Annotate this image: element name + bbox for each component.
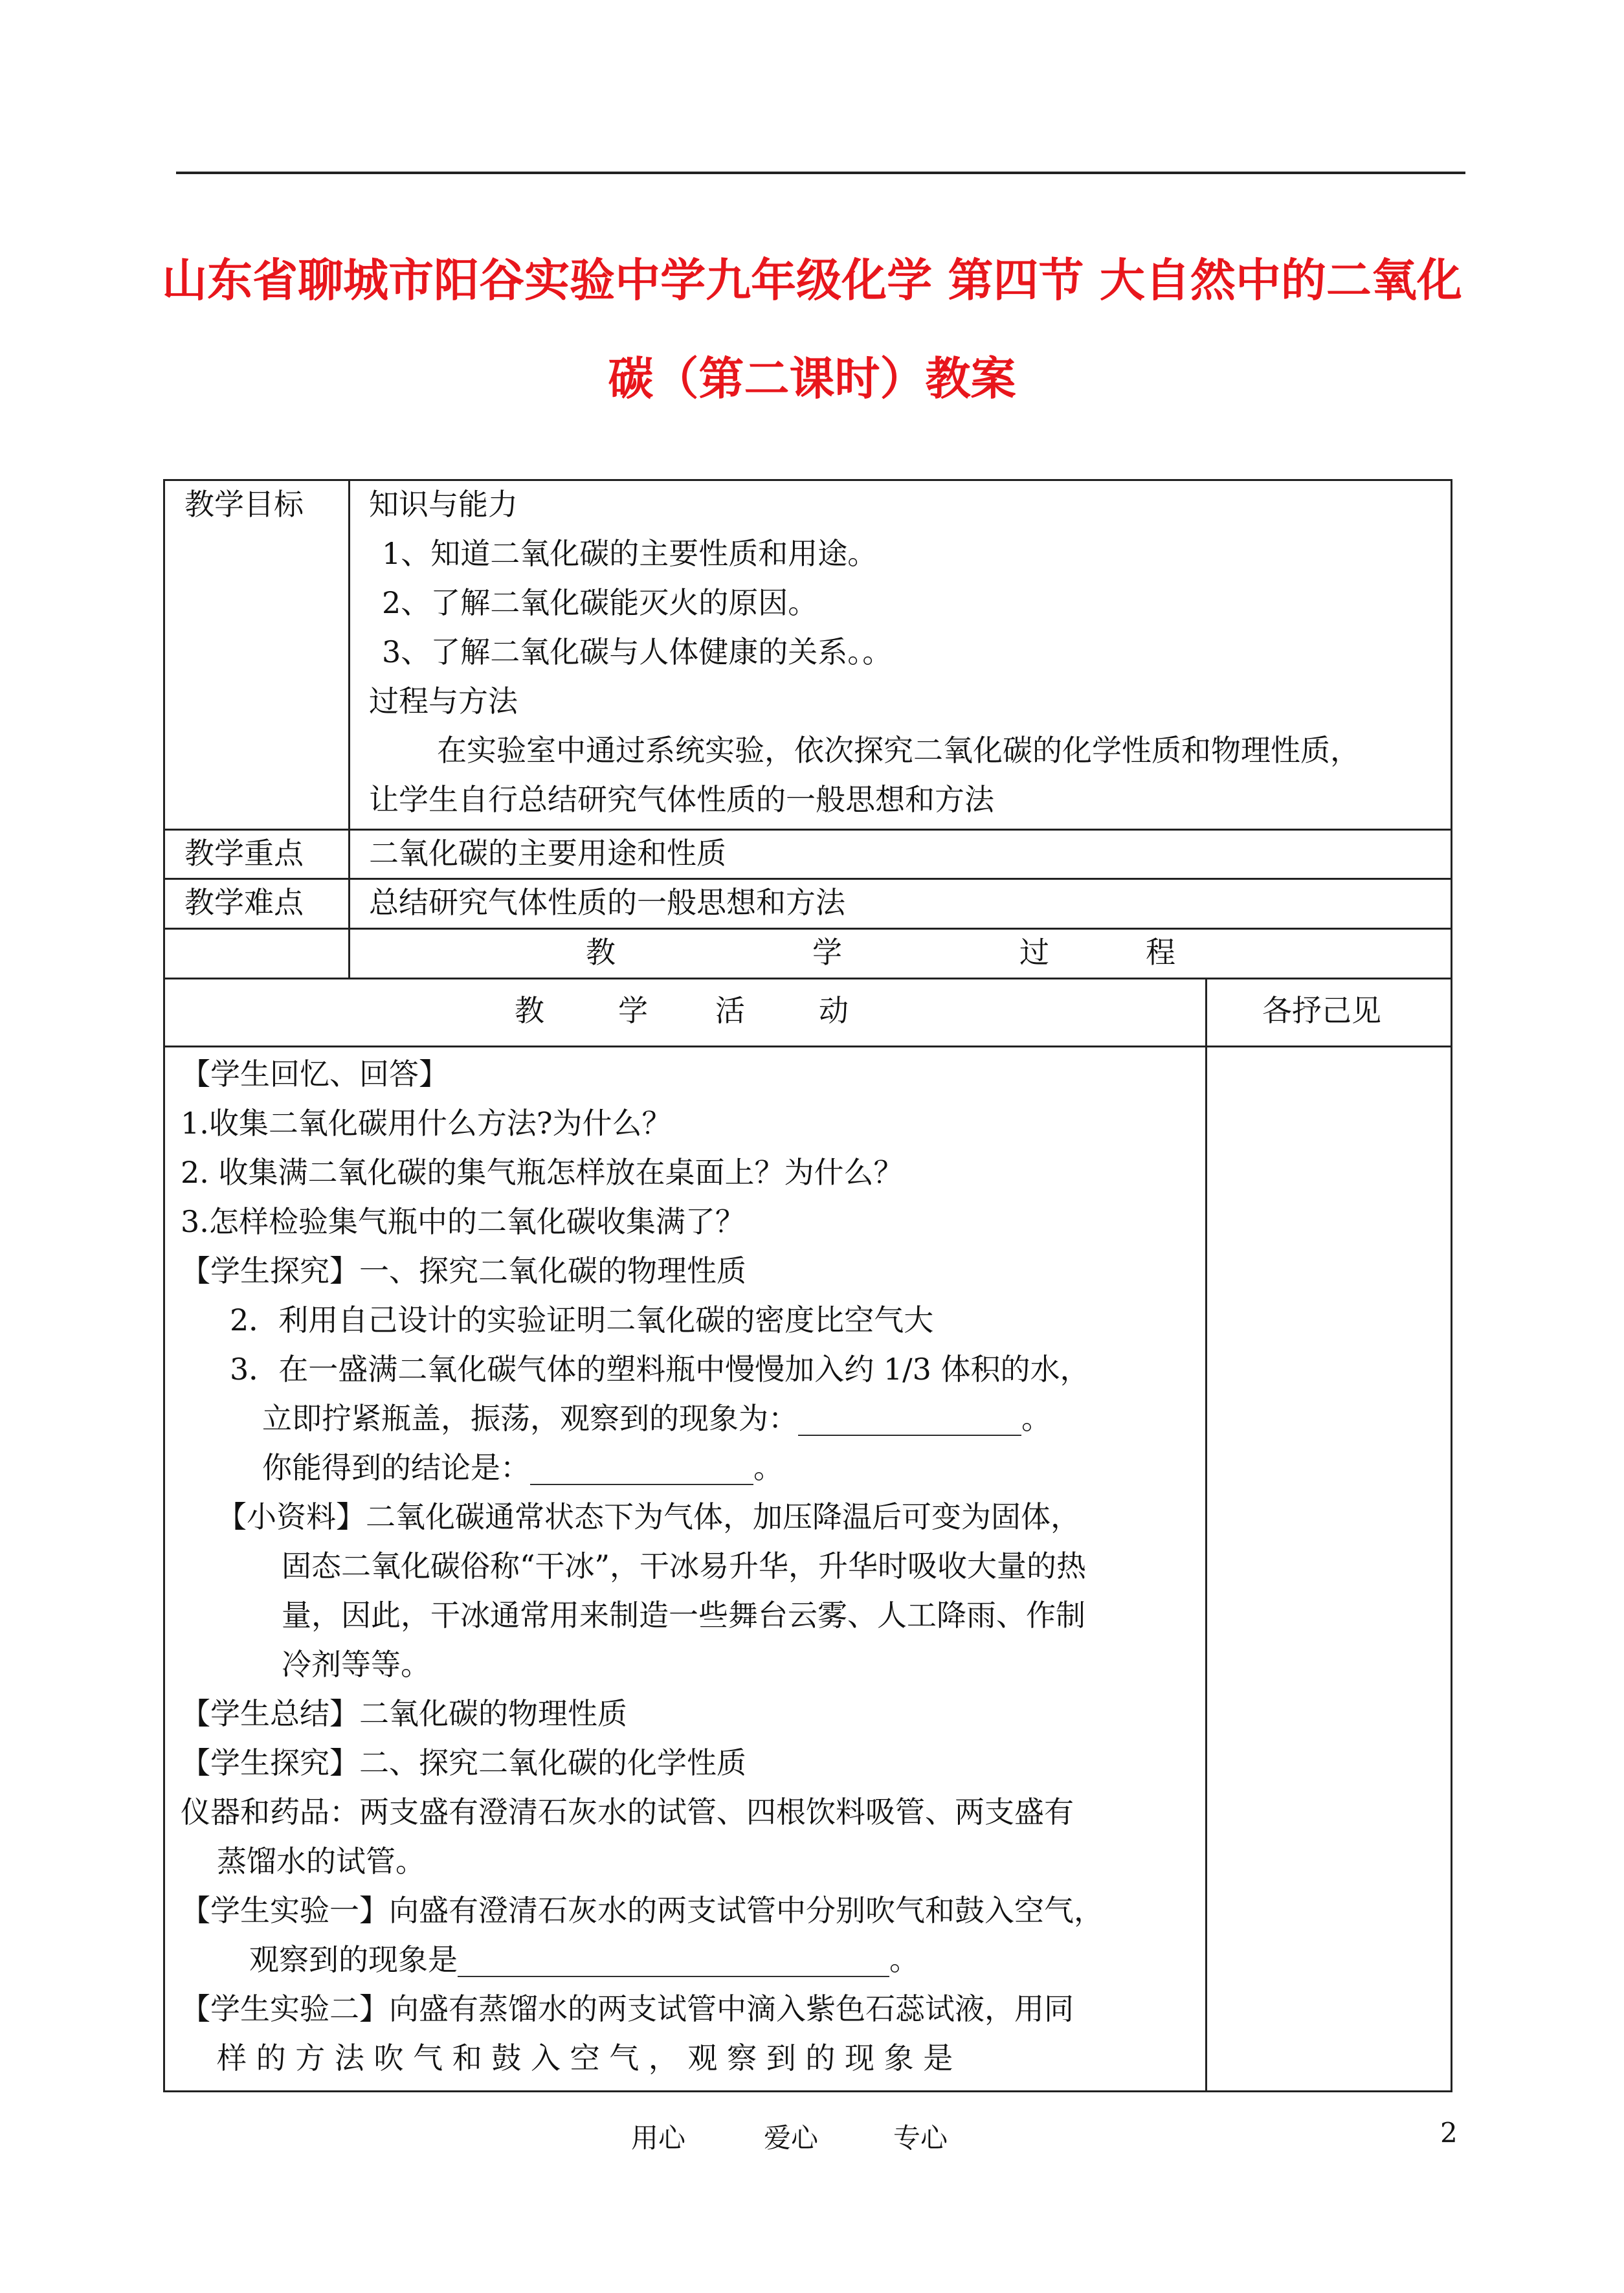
activity-line: 【学生探究】二、探究二氧化碳的化学性质 bbox=[181, 1745, 746, 1780]
activity-line: 1.收集二氧化碳用什么方法?为什么？ bbox=[181, 1106, 672, 1141]
activity-line: 2．利用自己设计的实验证明二氧化碳的密度比空气大 bbox=[230, 1303, 934, 1337]
objective-item: 1、知道二氧化碳的主要性质和用途。 bbox=[382, 536, 878, 571]
table-rule bbox=[165, 878, 1451, 880]
activity-line: 【学生实验二】向盛有蒸馏水的两支试管中滴入紫色石蕊试液，用同 bbox=[181, 1991, 1074, 2026]
activity-line: 3．在一盛满二氧化碳气体的塑料瓶中慢慢加入约 1/3 体积的水， bbox=[230, 1352, 1090, 1387]
objectives-label: 教学目标 bbox=[184, 487, 304, 522]
activity-line: 仪器和药品：两支盛有澄清石灰水的试管、四根饮料吸管、两支盛有 bbox=[181, 1795, 1074, 1829]
document-title-line1: 山东省聊城市阳谷实验中学九年级化学 第四节 大自然中的二氧化 bbox=[162, 254, 1462, 307]
method-text: 在实验室中通过系统实验，依次探究二氧化碳的化学性质和物理性质， bbox=[437, 733, 1360, 768]
table-rule bbox=[165, 829, 1451, 831]
table-rule bbox=[165, 1046, 1451, 1047]
activity-header-char: 活 bbox=[715, 993, 745, 1028]
process-header-char: 教 bbox=[586, 935, 616, 970]
objective-item: 3、了解二氧化碳与人体健康的关系。。 bbox=[382, 634, 893, 669]
activity-line: 样 的 方 法 吹 气 和 鼓 入 空 气 ， 观 察 到 的 现 象 是 bbox=[217, 2041, 953, 2075]
process-header-char: 过 bbox=[1019, 935, 1049, 970]
table-rule bbox=[165, 978, 1451, 979]
activity-header-char: 学 bbox=[618, 993, 648, 1028]
activity-line: 量，因此，干冰通常用来制造一些舞台云雾、人工降雨、作制 bbox=[282, 1598, 1085, 1633]
objective-item: 2、了解二氧化碳能灭火的原因。 bbox=[382, 585, 818, 620]
table-column-rule bbox=[348, 481, 350, 978]
activity-line: 立即拧紧瓶盖，振荡，观察到的现象为：_______________。 bbox=[262, 1401, 1051, 1436]
lesson-plan-table bbox=[163, 479, 1452, 2092]
page-number: 2 bbox=[1440, 2117, 1458, 2149]
key-point-text: 二氧化碳的主要用途和性质 bbox=[369, 836, 726, 871]
table-rule bbox=[165, 928, 1451, 930]
activity-line: 3.怎样检验集气瓶中的二氧化碳收集满了？ bbox=[181, 1204, 745, 1239]
activity-line: 【学生探究】一、探究二氧化碳的物理性质 bbox=[181, 1253, 746, 1288]
activity-header-char: 动 bbox=[819, 993, 849, 1028]
activity-line: 【学生实验一】向盛有澄清石灰水的两支试管中分别吹气和鼓入空气， bbox=[181, 1893, 1104, 1928]
footer-motto: 用心 bbox=[631, 2122, 686, 2154]
activity-line: 你能得到的结论是：_______________。 bbox=[262, 1450, 783, 1485]
notes-header: 各抒己见 bbox=[1262, 993, 1381, 1028]
activity-line: 【小资料】二氧化碳通常状态下为气体，加压降温后可变为固体， bbox=[217, 1499, 1080, 1534]
activity-line: 固态二氧化碳俗称“干冰”，干冰易升华，升华时吸收大量的热 bbox=[282, 1549, 1087, 1583]
method-text: 让学生自行总结研究气体性质的一般思想和方法 bbox=[369, 782, 994, 817]
process-header-char: 程 bbox=[1146, 935, 1175, 970]
objectives-heading-knowledge: 知识与能力 bbox=[369, 487, 518, 522]
difficulty-text: 总结研究气体性质的一般思想和方法 bbox=[369, 885, 845, 920]
key-point-label: 教学重点 bbox=[184, 836, 304, 871]
process-header-char: 学 bbox=[812, 935, 842, 970]
activity-line: 观察到的现象是_____________________________。 bbox=[249, 1942, 919, 1977]
objectives-heading-method: 过程与方法 bbox=[369, 684, 518, 719]
activity-line: 【学生回忆、回答】 bbox=[181, 1057, 449, 1091]
activity-line: 2. 收集满二氧化碳的集气瓶怎样放在桌面上？为什么？ bbox=[181, 1155, 904, 1190]
header-rule bbox=[176, 172, 1465, 174]
footer-motto: 专心 bbox=[893, 2122, 948, 2154]
activity-line: 【学生总结】二氧化碳的物理性质 bbox=[181, 1696, 627, 1731]
activity-header-char: 教 bbox=[515, 993, 544, 1028]
table-column-rule bbox=[1205, 978, 1207, 2092]
activity-line: 冷剂等等。 bbox=[282, 1647, 430, 1682]
difficulty-label: 教学难点 bbox=[184, 885, 304, 920]
activity-line: 蒸馏水的试管。 bbox=[217, 1844, 425, 1879]
document-title-line2: 碳（第二课时）教案 bbox=[608, 352, 1016, 405]
footer-motto: 爱心 bbox=[764, 2122, 819, 2154]
